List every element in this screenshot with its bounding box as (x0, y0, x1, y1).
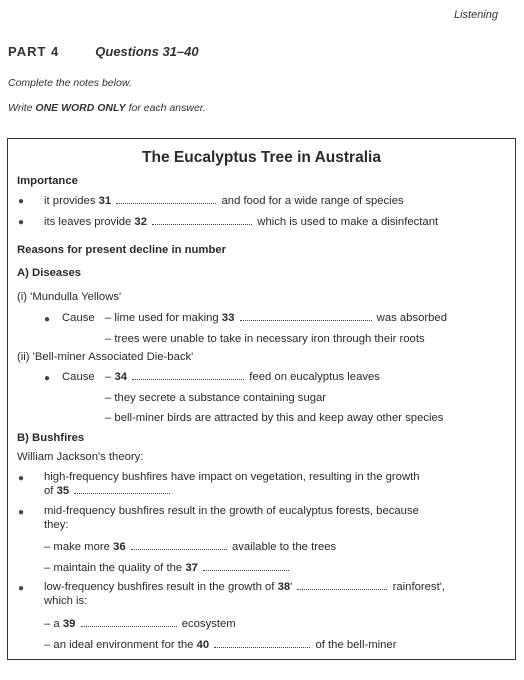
question-number: 38 (277, 581, 291, 593)
instruction-complete: Complete the notes below. (8, 77, 132, 89)
disease-i-cause-33: – lime used for making 33 was absorbed (105, 312, 447, 324)
word-limit-emphasis: ONE WORD ONLY (35, 102, 126, 114)
disease-i-label: (i) 'Mundulla Yellows' (17, 291, 122, 303)
disease-ii-cause-label: Cause (62, 371, 95, 383)
question-number: 32 (134, 216, 147, 228)
disease-i-effect: – trees were unable to take in necessary iron through their roots (105, 333, 425, 345)
disease-ii-effect-1: – they secrete a substance containing sugar (105, 392, 327, 404)
question-number: 36 (113, 541, 126, 553)
questions-range: Questions 31–40 (95, 44, 199, 59)
answer-blank-33[interactable] (240, 311, 372, 321)
bushfire-high-line1: high-frequency bushfires have impact on vegetation, resulting in the growth (44, 471, 420, 483)
bushfire-low-line2: which is: (44, 595, 88, 607)
question-number: 31 (98, 195, 112, 207)
bullet-icon: ● (18, 217, 25, 228)
bushfire-high-line2: of 35 (44, 484, 172, 498)
decline-heading: Reasons for present decline in number (17, 244, 227, 256)
diseases-heading: A) Diseases (17, 267, 82, 279)
question-number: 35 (56, 485, 70, 497)
bullet-icon: ● (44, 373, 51, 384)
disease-ii-label: (ii) 'Bell-miner Associated Die-back' (17, 351, 194, 363)
question-number: 37 (185, 562, 198, 574)
answer-blank-35[interactable] (74, 484, 170, 494)
bushfire-low-line1: low-frequency bushfires result in the growth of 38' rainforest', (44, 581, 446, 593)
importance-heading: Importance (17, 175, 78, 187)
disease-ii-effect-2: – bell-miner birds are attracted by this and keep away other species (105, 412, 444, 424)
bushfire-mid-sub-36: – make more 36 available to the trees (44, 541, 337, 553)
disease-i-cause-label: Cause (62, 312, 95, 324)
part-title: PART 4 (8, 44, 60, 59)
answer-blank-40[interactable] (214, 638, 310, 648)
bullet-icon: ● (18, 196, 25, 207)
answer-blank-38[interactable] (297, 580, 387, 590)
instruction-word-limit: Write ONE WORD ONLY for each answer. (8, 102, 206, 114)
bullet-icon: ● (18, 583, 25, 594)
bushfire-mid-line1: mid-frequency bushfires result in the growth of eucalyptus forests, because (44, 505, 419, 517)
part-heading (8, 44, 199, 59)
answer-blank-31[interactable] (116, 194, 216, 204)
question-number: 39 (62, 618, 76, 630)
notes-title: The Eucalyptus Tree in Australia (142, 149, 381, 166)
bushfires-theory: William Jackson's theory: (17, 451, 144, 463)
bushfire-mid-sub-37: – maintain the quality of the 37 (44, 561, 291, 575)
bushfire-low-sub-39: – a 39 ecosystem (44, 618, 236, 630)
notes-box (7, 138, 516, 660)
question-number: 33 (221, 312, 235, 324)
bullet-icon: ● (44, 314, 51, 325)
answer-blank-39[interactable] (81, 617, 177, 627)
answer-blank-32[interactable] (152, 215, 252, 225)
importance-item-32: its leaves provide 32 which is used to make a disinfectant (44, 216, 439, 228)
question-number: 40 (196, 639, 210, 651)
bushfire-mid-line2: they: (44, 519, 69, 531)
bullet-icon: ● (18, 473, 25, 484)
bullet-icon: ● (18, 507, 25, 518)
importance-item-31: it provides 31 and food for a wide range of species (44, 195, 404, 207)
answer-blank-34[interactable] (132, 370, 244, 380)
answer-blank-37[interactable] (203, 561, 289, 571)
bushfire-low-sub-40: – an ideal environment for the 40 of the bell-miner (44, 639, 397, 651)
disease-ii-cause-34: – 34 feed on eucalyptus leaves (105, 371, 380, 383)
answer-blank-36[interactable] (131, 540, 227, 550)
question-number: 34 (114, 371, 128, 383)
bushfires-heading: B) Bushfires (17, 432, 85, 444)
header-label: Listening (453, 9, 498, 21)
